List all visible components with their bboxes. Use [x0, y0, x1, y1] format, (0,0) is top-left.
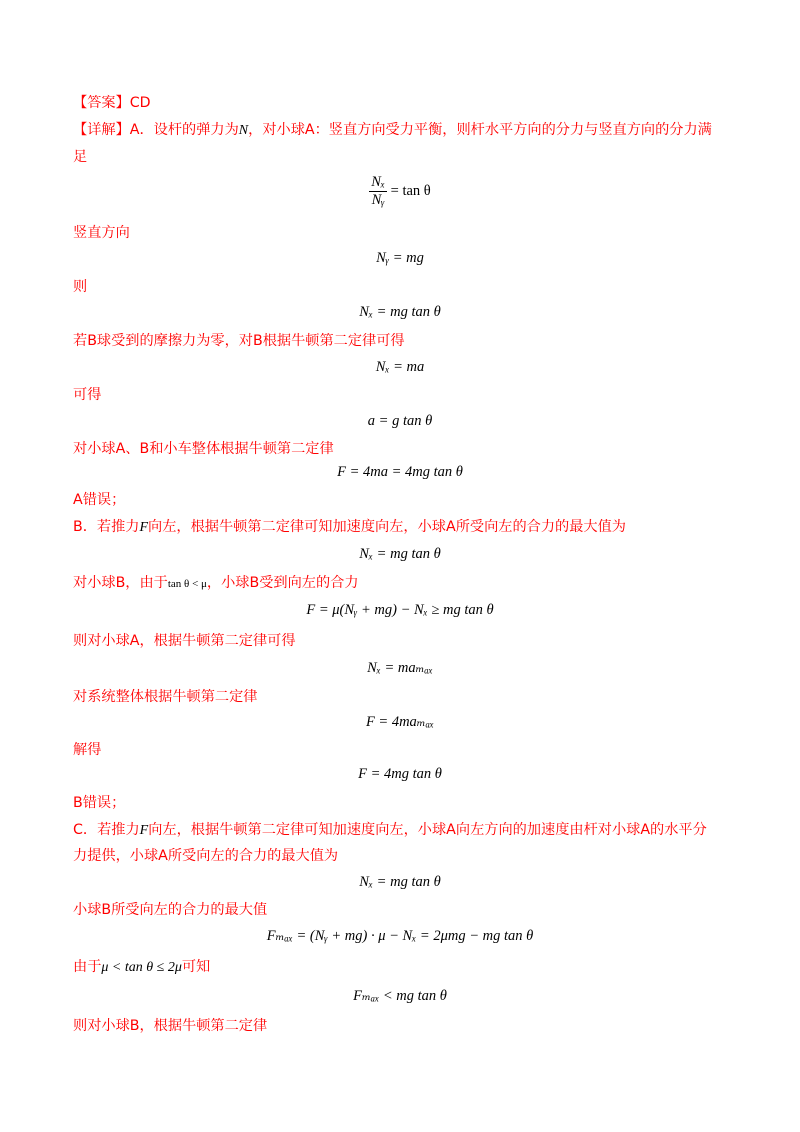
fraction-numerator: Nₓ: [371, 174, 386, 190]
equation: Nₓ = mg tan θ: [359, 304, 441, 320]
detail-line-1-cont: 足: [73, 149, 88, 165]
inline-math: N: [238, 123, 249, 138]
equation-ratio: [0, 174, 800, 209]
equation: F = 4ma = 4mg tan θ: [337, 464, 463, 480]
text-line: A错误；: [73, 492, 126, 508]
equation: F = μ(Nᵧ + mg) − Nₓ ≥ mg tan θ: [306, 602, 494, 618]
equation: F = 4maₘₐₓ: [365, 714, 435, 730]
inline-math: F: [139, 520, 149, 535]
text-span: 可知: [181, 959, 211, 975]
text-span: B．若推力: [73, 519, 140, 535]
text-line: 若B球受到的摩擦力为零，对B根据牛顿第二定律可得: [73, 333, 405, 349]
detail-text: ，对小球A：竖直方向受力平衡，则杆水平方向的分力与竖直方向的分力满: [248, 122, 712, 138]
inline-math: μ < tan θ ≤ 2μ: [101, 960, 182, 975]
fraction: [369, 174, 387, 209]
equation: Nᵧ = mg: [376, 250, 424, 266]
text-line: 竖直方向: [73, 225, 130, 241]
text-span: 向左，根据牛顿第二定律可知加速度向左，小球A所受向左的合力的最大值为: [148, 519, 626, 535]
text-line: 解得: [73, 742, 102, 758]
text-line: [73, 574, 359, 593]
text-line: 对小球A、B和小车整体根据牛顿第二定律: [73, 441, 334, 457]
text-line: [73, 958, 210, 977]
detail-line-1: [73, 121, 712, 140]
equation-rhs: = tan θ: [387, 182, 431, 199]
equation: Nₓ = mg tan θ: [359, 546, 441, 562]
equation: a = g tan θ: [367, 413, 433, 429]
inline-math: tan θ < μ: [167, 578, 207, 590]
text-line: [73, 821, 707, 840]
equation: F = 4mg tan θ: [358, 766, 442, 782]
text-line: 力提供，小球A所受向左的合力的最大值为: [73, 848, 339, 864]
text-line: 可得: [73, 387, 102, 403]
text-line: 则对小球B，根据牛顿第二定律: [73, 1018, 268, 1034]
equation: Fₘₐₓ = (Nᵧ + mg) · μ − Nₓ = 2μmg − mg tan θ: [266, 928, 534, 944]
text-line: 小球B所受向左的合力的最大值: [73, 902, 268, 918]
text-span: C．若推力: [73, 822, 140, 838]
text-line: 对系统整体根据牛顿第二定律: [73, 689, 258, 705]
equation: Nₓ = mg tan θ: [359, 874, 441, 890]
answer-value: CD: [129, 95, 151, 111]
text-span: 由于: [73, 959, 102, 975]
text-span: ，小球B受到向左的合力: [206, 575, 359, 591]
answer-label: 【答案】: [73, 95, 130, 111]
equation: Fₘₐₓ < mg tan θ: [353, 988, 447, 1004]
text-span: 对小球B，由于: [73, 575, 168, 591]
text-span: 向左，根据牛顿第二定律可知加速度向左，小球A向左方向的加速度由杆对小球A的水平分: [148, 822, 707, 838]
fraction-denominator: Nᵧ: [371, 192, 385, 208]
detail-text: A．设杆的弹力为: [129, 122, 239, 138]
inline-math: F: [139, 823, 149, 838]
equation: Nₓ = maₘₐₓ: [367, 660, 433, 676]
text-line: B错误；: [73, 795, 126, 811]
text-line: [73, 518, 626, 537]
text-line: 则对小球A，根据牛顿第二定律可得: [73, 633, 296, 649]
text-line: 则: [73, 279, 88, 295]
answer-line: [73, 94, 151, 112]
equation: Nₓ = ma: [375, 359, 425, 375]
detail-label: 【详解】: [73, 122, 130, 138]
